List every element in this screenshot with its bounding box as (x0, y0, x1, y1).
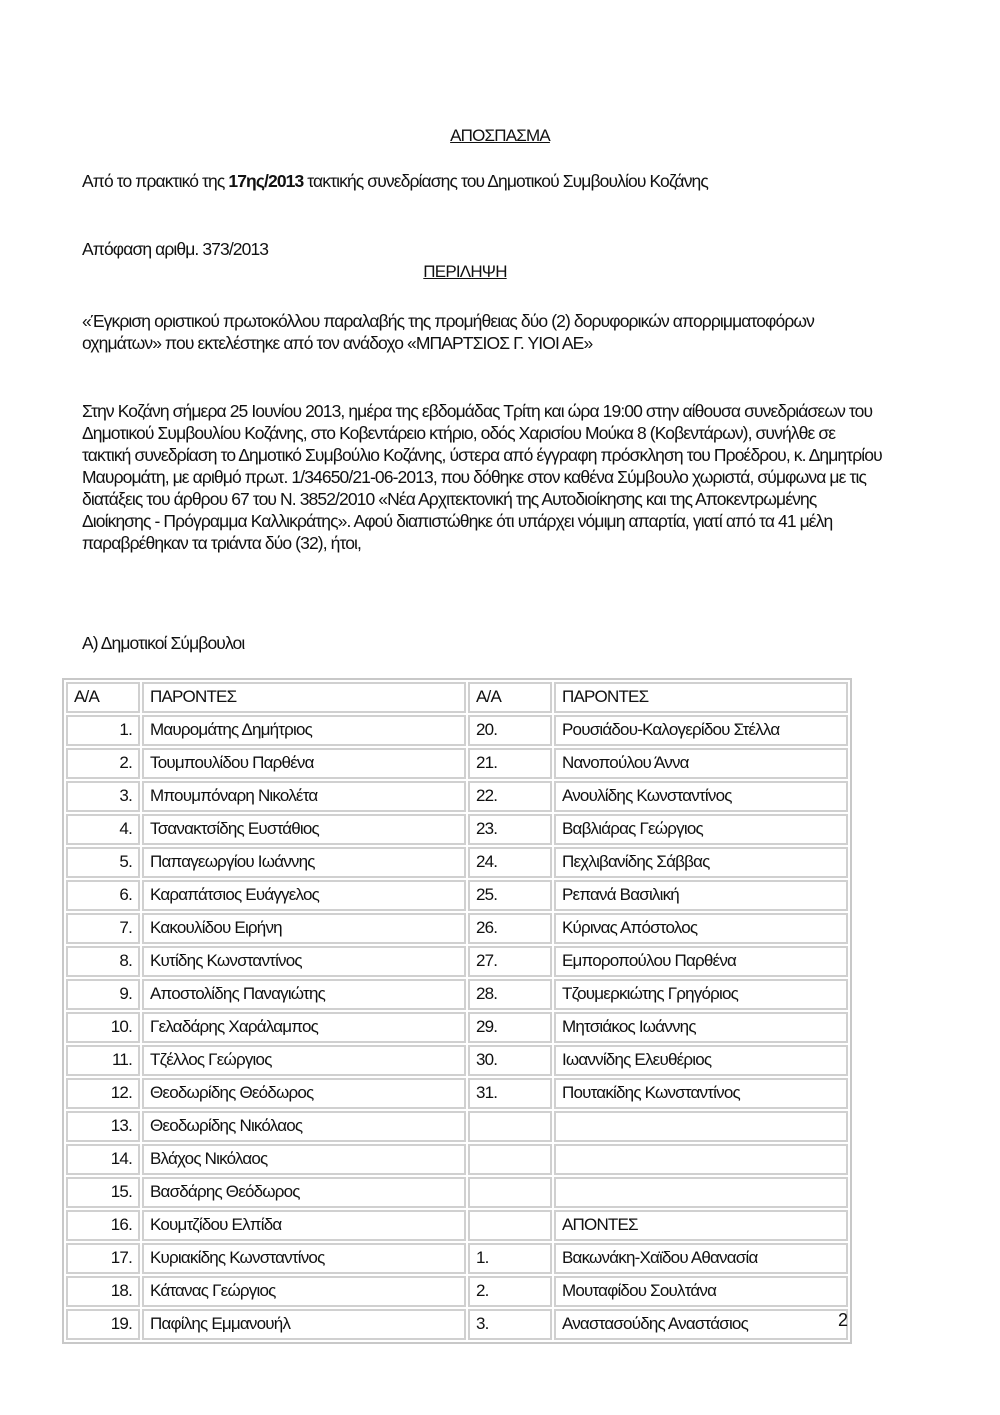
table-row (66, 1276, 848, 1307)
table-row (66, 748, 848, 779)
councillor-name-2: Νανοπούλου Άννα (554, 748, 848, 779)
councillor-name: Τζέλλος Γεώργιος (142, 1045, 466, 1076)
header-index-1: Α/Α (66, 682, 140, 713)
header-present-1: ΠΑΡΟΝΤΕΣ (142, 682, 466, 713)
councillor-name-2: ΑΠΟΝΤΕΣ (554, 1210, 848, 1241)
councillor-name-2 (554, 1144, 848, 1175)
row-code: 30. (468, 1045, 552, 1076)
councillor-name: Παφίλης Εμμανουήλ (142, 1309, 466, 1340)
row-code: 21. (468, 748, 552, 779)
row-code (468, 1177, 552, 1208)
table-row (66, 1111, 848, 1142)
row-number: 2. (66, 748, 140, 779)
councillor-name: Καραπάτσιος Ευάγγελος (142, 880, 466, 911)
table-row (66, 781, 848, 812)
councillor-name-2: Εμποροπούλου Παρθένα (554, 946, 848, 977)
body-text: Στην Κοζάνη σήμερα 25 Ιουνίου 2013, ημέρα της εβδομάδας Τρίτη και ώρα 19:00 στην αίθουσα συνεδριάσεων του Δημοτικού Συμβουλίου Κοζάνης, στο Κοβεντάρειο κτήριο, οδός Χαρισίου Μούκα 8 (Κοβεντάρων), συνήλθε σε τακτική συνεδρίαση το Δημοτικό Συμβούλιο Κοζάνης, ύστερα από έγγραφη πρόσκληση του Προέδρου, κ. Δημητρίου Μαυρομάτη, με αριθμό πρωτ. 1/34650/21-06-2013, που δόθηκε στον καθένα Σύμβουλο χωριστά, σύμφωνα με τις διατάξεις του άρθρου 67 του Ν. 3852/2010 «Νέα Αρχιτεκτονική της Αυτοδιοίκησης και της Αποκεντρωμένης Διοίκησης - Πρόγραμμα Καλλικράτης». Αφού διαπιστώθηκε ότι υπάρχει νόμιμη απαρτία, γιατί από τα 41 μέλη παραβρέθηκαν τα τριάντα δύο (32), ήτοι, (82, 401, 882, 553)
councillor-name-2: Ρεπανά Βασιλική (554, 880, 848, 911)
table-header-row (66, 682, 848, 713)
councillor-name: Κυτίδης Κωνσταντίνος (142, 946, 466, 977)
row-code (468, 1210, 552, 1241)
session-number: 17ης/2013 (228, 171, 304, 191)
councillor-name: Θεοδωρίδης Θεόδωρος (142, 1078, 466, 1109)
councillor-name: Αποστολίδης Παναγιώτης (142, 979, 466, 1010)
row-number: 11. (66, 1045, 140, 1076)
table-row (66, 880, 848, 911)
row-number: 14. (66, 1144, 140, 1175)
row-number: 5. (66, 847, 140, 878)
row-code: 27. (468, 946, 552, 977)
table-row (66, 1210, 848, 1241)
councillors-heading: Α) Δημοτικοί Σύμβουλοι (82, 633, 245, 653)
table-row (66, 1078, 848, 1109)
intro-paragraph (82, 170, 882, 192)
row-number: 7. (66, 913, 140, 944)
row-number: 16. (66, 1210, 140, 1241)
councillor-name: Μαυρομάτης Δημήτριος (142, 715, 466, 746)
table-row (66, 946, 848, 977)
councillor-name-2: Ανουλίδης Κωνσταντίνος (554, 781, 848, 812)
councillor-name: Κυριακίδης Κωνσταντίνος (142, 1243, 466, 1274)
table-row (66, 1045, 848, 1076)
row-code (468, 1111, 552, 1142)
row-number: 3. (66, 781, 140, 812)
table-row (66, 1144, 848, 1175)
row-code (468, 1144, 552, 1175)
councillor-name: Κάτανας Γεώργιος (142, 1276, 466, 1307)
councillor-name: Γελαδάρης Χαράλαμπος (142, 1012, 466, 1043)
councillor-name-2: Ρουσιάδου-Καλογερίδου Στέλλα (554, 715, 848, 746)
row-number: 17. (66, 1243, 140, 1274)
row-number: 18. (66, 1276, 140, 1307)
row-number: 1. (66, 715, 140, 746)
row-code: 28. (468, 979, 552, 1010)
row-number: 15. (66, 1177, 140, 1208)
table-row (66, 814, 848, 845)
row-code: 31. (468, 1078, 552, 1109)
councillor-name-2: Πουτακίδης Κωνσταντίνος (554, 1078, 848, 1109)
councillor-name: Τσανακτσίδης Ευστάθιος (142, 814, 466, 845)
row-number: 4. (66, 814, 140, 845)
page-number: 2 (838, 1310, 849, 1330)
table-row (66, 1177, 848, 1208)
councillor-name-2: Ιωαννίδης Ελευθέριος (554, 1045, 848, 1076)
subject-text: «Έγκριση οριστικού πρωτοκόλλου παραλαβής της προμήθειας δύο (2) δορυφορικών απορριμματοφόρων οχημάτων» που εκτελέστηκε από τον ανάδοχο «ΜΠΑΡΤΣΙΟΣ Γ. ΥΙΟΙ ΑΕ» (82, 311, 815, 353)
councillor-name: Παπαγεωργίου Ιωάννης (142, 847, 466, 878)
councillor-name: Κουμτζίδου Ελπίδα (142, 1210, 466, 1241)
intro-rest: τακτικής συνεδρίασης του Δημοτικού Συμβουλίου Κοζάνης (303, 171, 708, 191)
row-code: 24. (468, 847, 552, 878)
decision-number: Απόφαση αριθμ. 373/2013 (82, 239, 269, 259)
row-number: 12. (66, 1078, 140, 1109)
attendance-table (62, 678, 852, 1344)
header-present-2: ΠΑΡΟΝΤΕΣ (554, 682, 848, 713)
councillor-name: Κακουλίδου Ειρήνη (142, 913, 466, 944)
row-code: 25. (468, 880, 552, 911)
row-code: 22. (468, 781, 552, 812)
row-code: 29. (468, 1012, 552, 1043)
table-row (66, 913, 848, 944)
subject-heading: ΠΕΡΙΛΗΨΗ (423, 262, 507, 281)
councillor-name-2 (554, 1177, 848, 1208)
table-row (66, 847, 848, 878)
row-code: 23. (468, 814, 552, 845)
councillor-name-2: Μουταφίδου Σουλτάνα (554, 1276, 848, 1307)
councillor-name: Βασδάρης Θεόδωρος (142, 1177, 466, 1208)
row-code: 1. (468, 1243, 552, 1274)
councillor-name-2 (554, 1111, 848, 1142)
document-heading: ΑΠΟΣΠΑΣΜΑ (450, 126, 550, 145)
row-number: 10. (66, 1012, 140, 1043)
header-index-2: Α/Α (468, 682, 552, 713)
table-row (66, 1243, 848, 1274)
row-code: 26. (468, 913, 552, 944)
row-code: 20. (468, 715, 552, 746)
councillor-name: Μπουμπόναρη Νικολέτα (142, 781, 466, 812)
councillor-name-2: Πεχλιβανίδης Σάββας (554, 847, 848, 878)
councillor-name: Θεοδωρίδης Νικόλαος (142, 1111, 466, 1142)
row-code: 2. (468, 1276, 552, 1307)
councillor-name-2: Βακωνάκη-Χαϊδου Αθανασία (554, 1243, 848, 1274)
councillor-name-2: Κύρινας Απόστολος (554, 913, 848, 944)
councillor-name-2: Τζουμερκιώτης Γρηγόριος (554, 979, 848, 1010)
row-number: 19. (66, 1309, 140, 1340)
table-row (66, 1309, 848, 1340)
councillor-name-2: Μητσιάκος Ιωάννης (554, 1012, 848, 1043)
councillor-name: Τουμπουλίδου Παρθένα (142, 748, 466, 779)
councillor-name-2: Βαβλιάρας Γεώργιος (554, 814, 848, 845)
intro-text: Από το πρακτικό της (82, 171, 229, 191)
councillor-name: Βλάχος Νικόλαος (142, 1144, 466, 1175)
row-number: 9. (66, 979, 140, 1010)
row-number: 6. (66, 880, 140, 911)
table-row (66, 1012, 848, 1043)
table-row (66, 715, 848, 746)
row-code: 3. (468, 1309, 552, 1340)
row-number: 13. (66, 1111, 140, 1142)
table-row (66, 979, 848, 1010)
councillor-name-2: Αναστασούδης Αναστάσιος (554, 1309, 848, 1340)
row-number: 8. (66, 946, 140, 977)
